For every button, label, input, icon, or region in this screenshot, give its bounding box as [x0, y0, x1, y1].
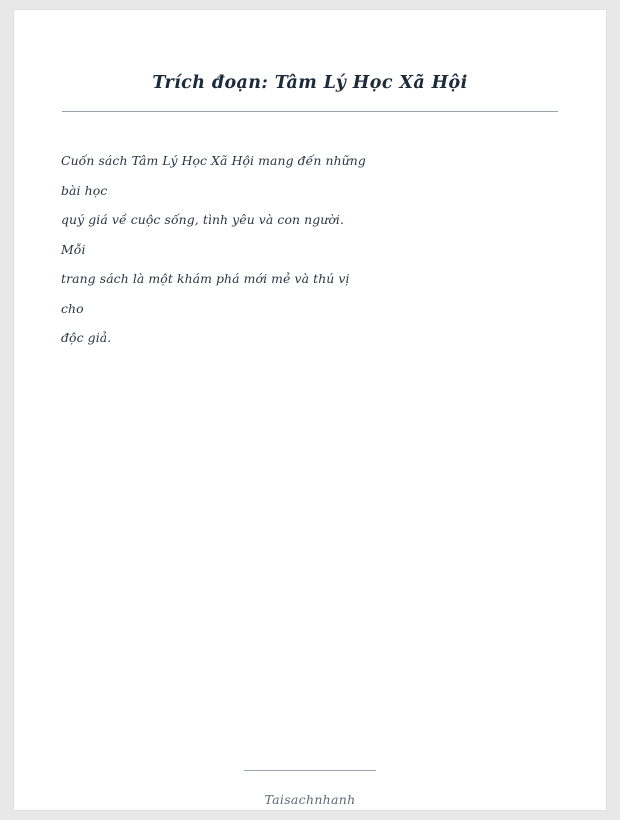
- footer-divider: [244, 770, 376, 771]
- body-line: độc giả.: [61, 330, 112, 345]
- body-line: quý giá về cuộc sống, tình yêu và con người.: [61, 212, 345, 227]
- page-title: Trích đoạn: Tâm Lý Học Xã Hội: [152, 73, 468, 93]
- title-divider: [62, 111, 558, 112]
- body-line: Cuốn sách Tâm Lý Học Xã Hội mang đến những: [61, 153, 366, 168]
- document-body: [61, 146, 561, 353]
- document-page: [14, 10, 606, 810]
- body-line: Mỗi: [61, 241, 86, 257]
- body-line: trang sách là một khám phá mới mẻ và thú vị: [61, 271, 350, 286]
- footer-attribution: Taisachnhanh: [264, 792, 356, 807]
- body-line: bài học: [61, 182, 108, 198]
- body-line: cho: [61, 300, 84, 316]
